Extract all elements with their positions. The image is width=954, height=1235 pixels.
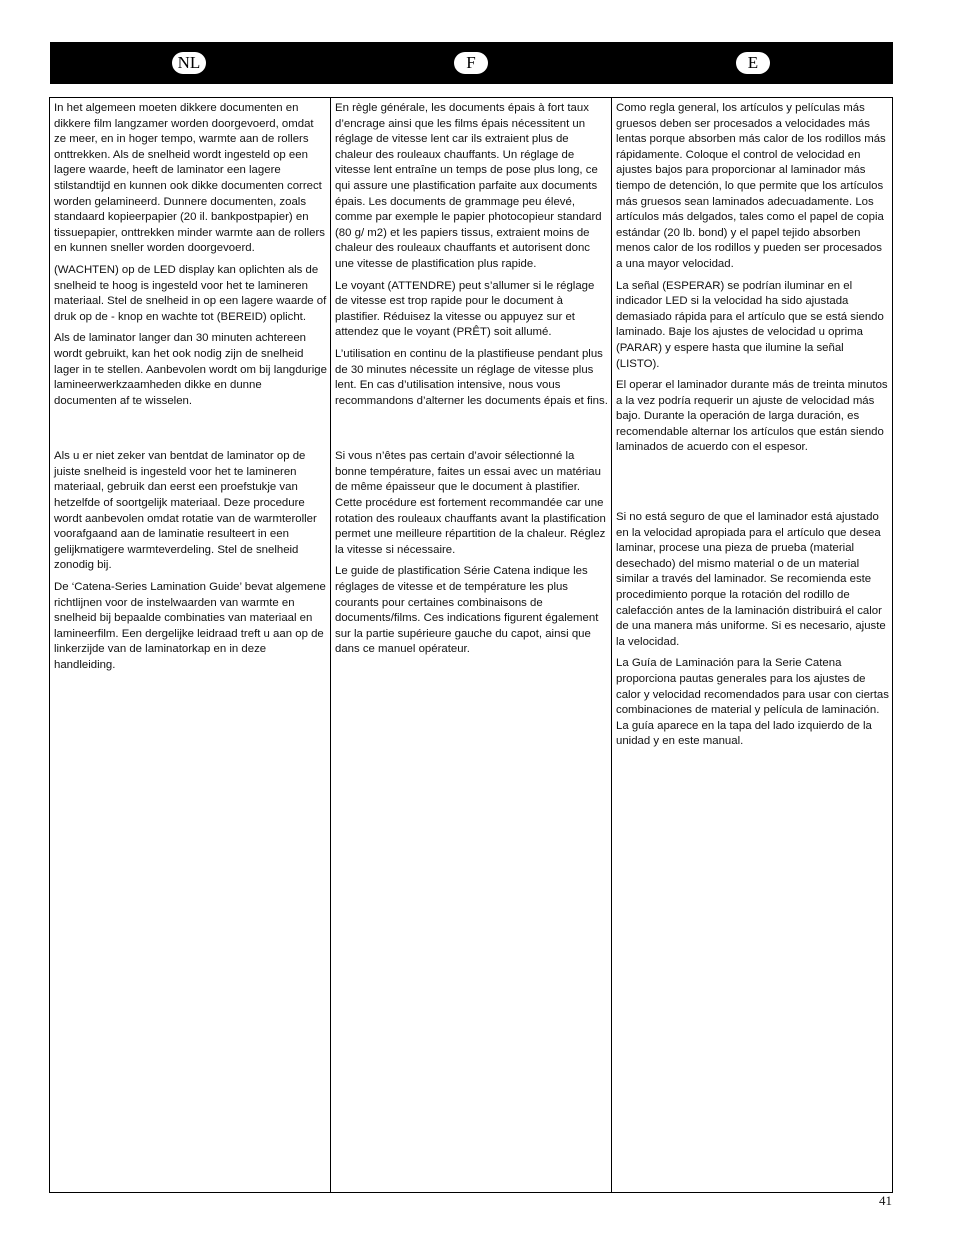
e-paragraph-4: Si no está seguro de que el laminador está ajustado en la velocidad apropiada para el artículo que desea laminar, procese una pieza de prueba (material desechado) del mismo material o de un material similar a través del laminador. Se recomienda este procedimiento porque la rotación del rodillo de calefacción antes de la laminación distribuirá el calor de una manera más uniforme. Si es necesario, ajuste la velocidad. <box>616 511 886 648</box>
f-paragraph-3: L’utilisation en continu de la plastifieuse pendant plus de 30 minutes nécessite un réglage de vitesse plus lent. En cas d’utilisation intensive, nous vous recommandons d’alterner les documents épais et fins. <box>335 347 608 407</box>
f-paragraph-1: En règle générale, les documents épais à fort taux d’encrage ainsi que les films épais nécessitent un réglage de vitesse lent car ils extraient plus de chaleur des rouleaux chauffants. Un réglage de vitesse lent entraîne un temps de pose plus long, ce qui assure une plastification parfaite aux documents épais. Les documents de grammage peu élevé, comme par exemple le papier photocopieur standard (80 g/ m2) et les papiers tissus, extraient moins de chaleur des rouleaux chauffants et autorisent donc une vitesse de plastification plus rapide. <box>335 102 602 270</box>
column-french <box>331 98 612 1192</box>
nl-section-gap <box>54 415 327 449</box>
e-paragraph-2: La señal (ESPERAR) se podrían iluminar en el indicador LED si la velocidad ha sido ajustada demasiado rápida para el artículo que se está siendo laminado. Baje los ajustes de velocidad u oprima (PARAR) y espere hasta que ilumine la señal (LISTO). <box>616 279 884 370</box>
nl-paragraph-2: (WACHTEN) op de LED display kan oplichten als de snelheid te hoog is ingesteld voor het te lamineren materiaal. Stel de snelheid in op een lagere waarde of druk op de - knop en wachte tot (BEREID) oplicht. <box>54 263 327 323</box>
language-badge-e: E <box>736 52 770 74</box>
e-paragraph-3: El operar el laminador durante más de treinta minutos a la vez podría requerir un ajuste de velocidad más bajo. Durante la operación de larga duración, es recomendable alternar los artículos que están siendo laminados de acuerdo con el espesor. <box>616 379 888 454</box>
e-paragraph-5: La Guía de Laminación para la Serie Catena proporciona pautas generales para los ajustes de calor y velocidad recomendados para usar con ciertas combinaciones de material y película de laminación. La guía aparece en la tapa del lado izquierdo de la unidad y en este manual. <box>616 657 889 748</box>
language-badge-f: F <box>454 52 488 74</box>
nl-paragraph-3: Als de laminator langer dan 30 minuten achtereen wordt gebruikt, kan het ook nodig zijn de snelheid lager in te stellen. Aanbevolen wordt om bij langdurige lamineerwerkzaamheden dikke en dunne documenten af te wisselen. <box>54 332 327 407</box>
f-paragraph-5: Le guide de plastification Série Catena indique les réglages de vitesse et de température les plus courants pour certaines combinaisons de documents/films. Ces indications figurent également sur la partie supérieure gauche du capot, ainsi que dans ce manuel opérateur. <box>335 565 599 656</box>
language-header-bar <box>50 42 893 84</box>
e-section-gap <box>616 462 889 510</box>
column-dutch <box>50 98 331 1192</box>
language-badge-nl: NL <box>172 52 206 74</box>
e-paragraph-1: Como regla general, los artículos y películas más gruesos deben ser procesados a velocidades más lentas porque absorben más calor de los rodillos más rápidamente. Coloque el control de velocidad en ajustes bajos para proporcionar al laminador más tiempo de detención, lo que permite que los artículos más gruesos sean laminados adecuadamente. Los artículos más delgados, tales como el papel de copia estándar (20 lb. bond) y el papel tejido absorben menos calor de los rodillos y pueden ser procesados a una mayor velocidad. <box>616 102 886 270</box>
f-paragraph-2: Le voyant (ATTENDRE) peut s’allumer si le réglage de vitesse est trop rapide pour le document à plastifier. Réduisez la vitesse ou appuyez sur et attendez que le voyant (PRÊT) soit allumé. <box>335 279 595 339</box>
three-column-text-box <box>49 97 893 1193</box>
nl-paragraph-4: Als u er niet zeker van bentdat de laminator op de juiste snelheid is ingesteld voor het te lamineren materiaal, gebruik dan eerst een proefstukje van hetzelfde of soortgelijk materiaal. Deze procedure wordt aanbevolen omdat rotatie van de warmteroller voorafgaand aan de laminatie resulteert in een gelijkmatigere warmteverdeling. Stel de snelheid zonodig bij. <box>54 450 317 572</box>
f-section-gap <box>335 415 608 449</box>
f-paragraph-4: Si vous n’êtes pas certain d’avoir sélectionné la bonne température, faites un essai avec un matériau de même épaisseur que le document à plastifier. Cette procédure est fortement recommandée car une rotation des rouleaux chauffants avant la plastification permet une meilleure répartition de la chaleur. Réglez la vitesse si nécessaire. <box>335 450 606 556</box>
page-number: 41 <box>879 1193 892 1208</box>
column-spanish <box>612 98 892 1192</box>
nl-paragraph-5: De ‘Catena-Series Lamination Guide’ bevat algemene richtlijnen voor de instelwaarden van warmte en snelheid bij bepaalde combinaties van materiaal en lamineerfilm. Een dergelijke leidraad treft u aan op de linkerzijde van de laminatorkap en in deze handleiding. <box>54 581 326 671</box>
nl-paragraph-1: In het algemeen moeten dikkere documenten en dikkere film langzamer worden doorgevoerd, omdat ze meer, en in hoger tempo, warmte aan de rollers onttrekken. Als de snelheid wordt ingesteld op een lagere waarde, heeft de laminator een lagere stilstandtijd en kunnen ook dikke documenten correct worden gelamineerd. Dunnere documenten, zoals standaard kopieerpapier (20 il. bankpostpapier) en tissuepapier, onttrekken minder warmte aan de rollers en kunnen sneller worden doorgevoerd. <box>54 102 325 255</box>
